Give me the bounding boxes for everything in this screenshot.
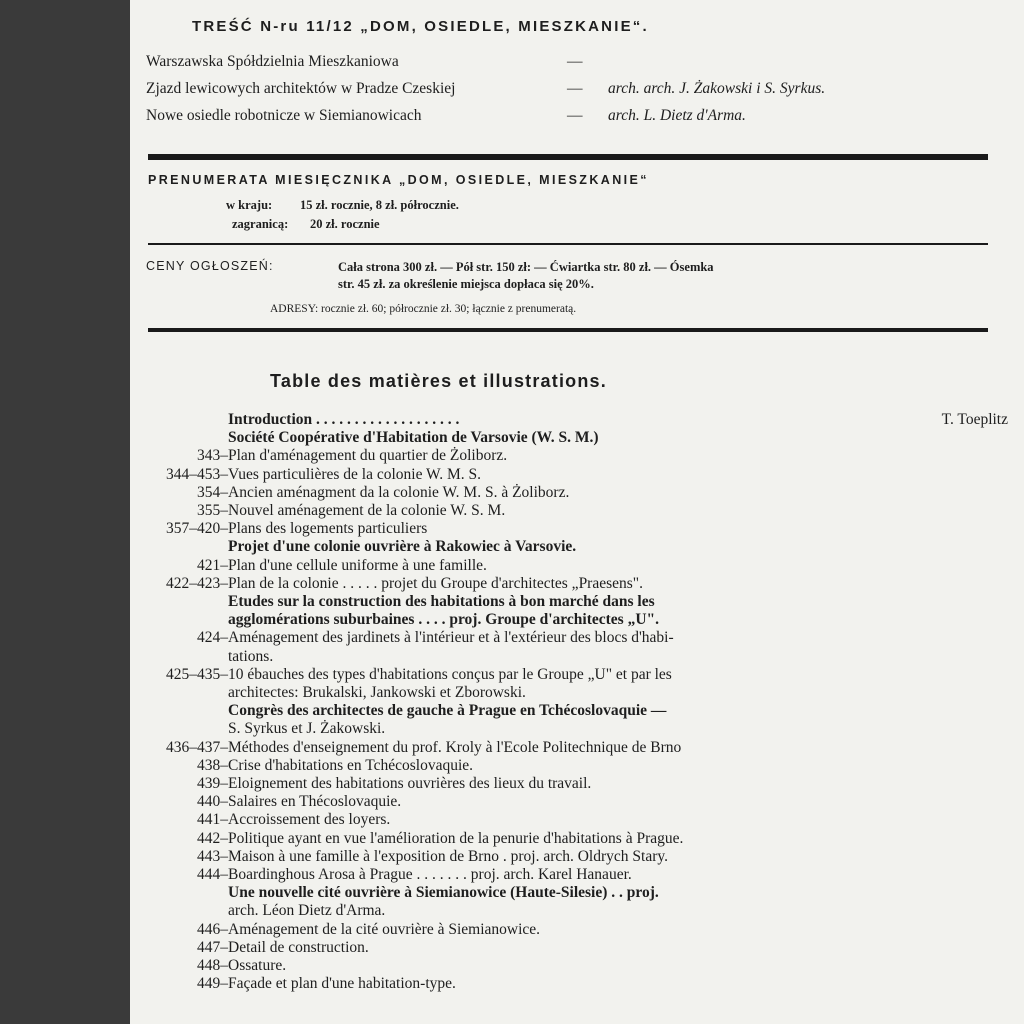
toc-page-number: 357–420–: [166, 520, 228, 538]
toc-entry: Méthodes d'enseignement du prof. Kroly à l'Ecole Politechnique de Brno: [228, 738, 682, 756]
toc-entry: Vues particulières de la colonie W. M. S.: [228, 465, 482, 483]
toc-section-heading: Introduction . . . . . . . . . . . . . . . . . . .: [228, 411, 460, 428]
toc-page-number: 449–: [197, 975, 228, 993]
toc-page-number: 424–: [197, 629, 228, 647]
toc-entry: Plans des logements particuliers: [228, 520, 428, 538]
toc-entry: Maison à une famille à l'exposition de Brno . proj. arch. Oldrych Stary.: [228, 847, 668, 865]
toc-entry: Boardinghous Arosa à Prague . . . . . . . proj. arch. Karel Hanauer.: [228, 866, 632, 883]
toc-page-number: 436–437–: [166, 738, 228, 756]
subscription-abroad-value: 20 zł. rocznie: [310, 217, 380, 231]
toc-entry: arch. Léon Dietz d'Arma.: [228, 902, 386, 920]
toc-page-number: 440–: [197, 793, 228, 811]
subscription-domestic-label: w kraju:: [226, 198, 273, 212]
toc-section-heading: Projet d'une colonie ouvrière à Rakowiec à Varsovie.: [228, 538, 577, 556]
toc-entry-author: T. Toeplitz: [941, 411, 1008, 428]
toc-entry: Crise d'habitations en Tchécoslovaquie.: [228, 756, 474, 774]
toc-entry: tations.: [228, 647, 274, 665]
contents-header: TREŚĆ N-ru 11/12 „DOM, OSIEDLE, MIESZKANIE“.: [192, 18, 649, 35]
divider-thick: [148, 154, 988, 160]
toc-entry: 10 ébauches des types d'habitations conçus par le Groupe „U" et par les: [228, 665, 672, 683]
toc-page-number: 442–: [197, 829, 228, 847]
toc-page-number: 441–: [197, 811, 228, 829]
toc-entry: Plan d'une cellule uniforme à une famille.: [228, 556, 487, 574]
contents-item-author: arch. L. Dietz d'Arma.: [608, 107, 746, 124]
toc-section-heading: Etudes sur la construction des habitations à bon marché dans les: [228, 593, 655, 610]
toc-entry: Aménagement des jardinets à l'intérieur et à l'extérieur des blocs d'habi-: [228, 629, 674, 647]
toc-page-number: 344–453–: [166, 465, 228, 483]
toc-entry: Nouvel aménagement de la colonie W. S. M.: [228, 502, 506, 519]
toc-page-number: 425–435–: [166, 665, 228, 683]
toc-entry: Ancien aménagment da la colonie W. M. S. à Żoliborz.: [228, 483, 570, 501]
contents-item-title: Zjazd lewicowych architektów w Pradze Czeskiej: [146, 80, 456, 97]
toc-page-number: 343–: [197, 447, 228, 465]
subscription-header: PRENUMERATA MIESIĘCZNIKA „DOM, OSIEDLE, MIESZKANIE“: [148, 173, 649, 187]
toc-entry: Eloignement des habitations ouvrières des lieux du travail.: [228, 775, 592, 792]
toc-page-number: 448–: [197, 957, 228, 974]
toc-entry: Accroissement des loyers.: [228, 811, 391, 829]
divider-thick: [148, 328, 988, 332]
divider-thin: [148, 243, 988, 245]
contents-item-dash: —: [567, 80, 583, 97]
toc-page-number: 354–: [197, 483, 228, 501]
toc-title: Table des matières et illustrations.: [270, 371, 607, 391]
toc-page-number: 422–423–: [166, 574, 228, 592]
ads-line-1: Cała strona 300 zł. — Pół str. 150 zł: — Ćwiartka str. 80 zł. — Ósemka: [338, 260, 714, 274]
toc-page-number: 444–: [197, 866, 228, 883]
contents-item-dash: —: [567, 107, 583, 124]
toc-entry: Plan de la colonie . . . . . projet du Groupe d'architectes „Praesens".: [228, 574, 644, 592]
toc-page-number: 439–: [197, 775, 228, 792]
toc-page-number: 447–: [197, 938, 228, 956]
toc-entry: Ossature.: [228, 957, 287, 974]
toc-section-heading: Congrès des architectes de gauche à Prague en Tchécoslovaquie —: [228, 702, 667, 720]
document-page: [130, 0, 1024, 1024]
contents-item-dash: —: [567, 53, 583, 70]
toc-page-number: 421–: [197, 556, 228, 574]
toc-entry: S. Syrkus et J. Żakowski.: [228, 720, 386, 738]
toc-entry: Salaires en Thécoslovaquie.: [228, 793, 402, 811]
ads-addresses: ADRESY: rocznie zł. 60; półrocznie zł. 30; łącznie z prenumeratą.: [270, 303, 577, 315]
contents-item-author: arch. arch. J. Żakowski i S. Syrkus.: [608, 80, 826, 97]
toc-entry: architectes: Brukalski, Jankowski et Zborowski.: [228, 684, 526, 701]
contents-item-title: Nowe osiedle robotnicze w Siemianowicach: [146, 107, 422, 124]
toc-entry: Plan d'aménagement du quartier de Żoliborz.: [228, 447, 508, 465]
contents-item-title: Warszawska Spółdzielnia Mieszkaniowa: [146, 53, 399, 70]
toc-entry: Une nouvelle cité ouvrière à Siemianowice (Haute-Silesie) . . proj.: [228, 884, 659, 902]
toc-page-number: 438–: [197, 756, 228, 774]
toc-page-number: 443–: [197, 847, 228, 865]
toc-page-number: 355–: [197, 502, 228, 519]
ads-label: CENY OGŁOSZEŃ:: [146, 259, 274, 273]
ads-line-2: str. 45 zł. za określenie miejsca dopłaca się 20%.: [338, 277, 594, 291]
toc-entry: Aménagement de la cité ouvrière à Siemianowice.: [228, 920, 541, 938]
toc-entry: Detail de construction.: [228, 938, 369, 956]
subscription-abroad-label: zagranicą:: [232, 217, 289, 231]
toc-entry: Façade et plan d'une habitation-type.: [228, 975, 456, 993]
toc-page-number: 446–: [197, 920, 228, 938]
toc-entry: agglomérations suburbaines . . . . proj. Groupe d'architectes „U".: [228, 611, 659, 629]
subscription-domestic-value: 15 zł. rocznie, 8 zł. półrocznie.: [300, 198, 459, 212]
toc-entry: Politique ayant en vue l'amélioration de la penurie d'habitations à Prague.: [228, 829, 684, 847]
toc-section-heading: Société Coopérative d'Habitation de Varsovie (W. S. M.): [228, 429, 599, 447]
